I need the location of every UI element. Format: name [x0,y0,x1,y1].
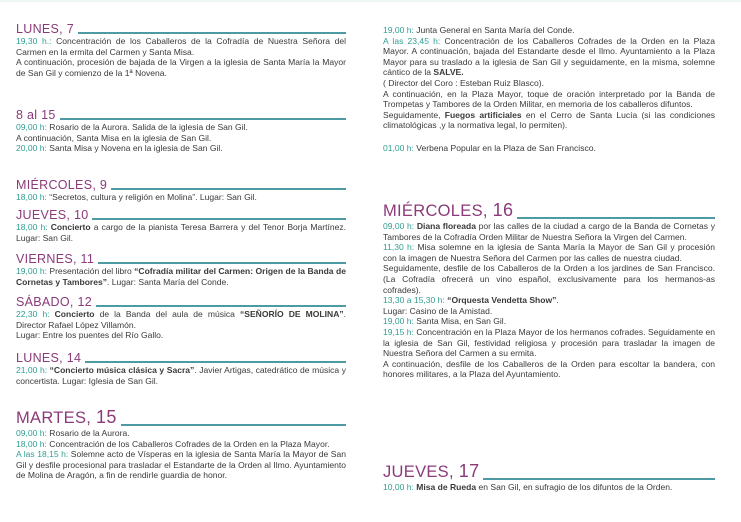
event-line: A las 18,15 h: Solemne acto de Vísperas en la iglesia de Santa María la Mayor de San Gil y desfile procesional para trasladar el Estandarte de la Orden al Ilmo. Ayuntamiento de Molina de Aragón, a fin de rendirle guardia de honor. [16,449,346,481]
heading-rule [60,118,346,120]
section-lunes-14 [16,349,346,386]
section-sabado-12 [16,293,346,341]
section-jueves-17 [383,460,715,493]
event-line: A continuación, desfile de los Caballeros de la Orden para escoltar la bandera, con honores militares, a la Plaza del Ayuntamiento. [383,358,715,380]
heading-rule [517,217,715,219]
event-line: ( Director del Coro : Esteban Ruiz Blasco). [383,77,545,88]
section-8-al-15 [16,106,346,154]
section-heading [16,406,346,428]
event-line: 19,15 h: Concentración en la Plaza Mayor de los hermanos cofrades. Seguidamente en la iglesia de San Gil, festividad religiosa y procesión para trasladar la imagen de Nuestra Señora del Carmen a su ermita. [383,326,715,359]
heading-rule [78,32,346,34]
event-line: A continuación, procesión de bajada de la Virgen a la iglesia de Santa María la Mayor de San Gil y comienzo de la 1ª Novena. [16,57,346,78]
section-heading [16,250,346,266]
heading-text: MIÉRCOLES, 9 [16,178,108,192]
section-miercoles-16 [383,199,715,380]
section-heading [16,106,346,122]
heading-rule [111,188,346,190]
top-edge [0,0,741,2]
section-heading [16,20,346,36]
section-jueves-10 [16,206,346,243]
section-heading [16,176,346,192]
event-line: Lugar: Entre los puentes del Río Gallo. [16,330,164,341]
event-line: 13,30 a 15,30 h: “Orquesta Vendetta Show”. [383,295,559,306]
section-heading [383,460,715,482]
event-line: 09,00 h: Rosario de la Aurora. [16,428,130,438]
event-line: A continuación, en la Plaza Mayor, toque de oración interpretado por la Banda de Trompetas y Tambores de la Orden Militar, en memoria de los caballeros difuntos. [383,88,715,110]
heading-rule [98,262,346,264]
event-line: A continuación, Santa Misa en la iglesia de San Gil. [16,132,212,143]
section-miercoles-9 [16,176,346,203]
heading-text: LUNES, 14 [16,351,82,365]
event-line: Lugar: Casino de la Amistad. [383,305,493,316]
heading-text: LUNES, 7 [16,22,74,36]
heading-text: JUEVES, 17 [383,461,480,481]
section-heading [16,349,346,365]
heading-text: JUEVES, 10 [16,208,89,222]
event-line: 19,00 h: Presentación del libro “Cofradía militar del Carmen: Origen de la Banda de Cornetas y Tambores”. Lugar: Santa María del Conde. [16,266,346,287]
section-continued [383,25,715,154]
section-heading [383,199,715,221]
heading-text: VIERNES, 11 [16,252,95,266]
heading-rule [92,218,346,220]
section-lunes-7 [16,20,346,78]
event-line: Seguidamente, Fuegos artificiales en el Cerro de Santa Lucía (si las condiciones climatológicas ,y la normativa legal, lo permiten). [383,109,715,131]
event-line: 19,30 h.: Concentración de los Caballeros de la Cofradía de Nuestra Señora del Carmen en la ermita del Carmen y Santa Misa. [16,36,346,57]
section-heading [16,293,346,309]
event-line: 21,00 h: “Concierto música clásica y Sacra”. Javier Artigas, catedrático de música y concertista. Lugar: Iglesia de San Gil. [16,365,346,386]
section-viernes-11 [16,250,346,287]
heading-text: MIÉRCOLES, 16 [383,200,514,220]
event-line: 19,00 h: Junta General en Santa María del Conde. [383,25,575,35]
event-line: 11,30 h: Misa solemne en la iglesia de Santa María la Mayor de San Gil y procesión con la imagen de Nuestra Señora del Carmen por las calles de nuestra ciudad. [383,242,715,263]
event-line: 01,00 h: Verbena Popular en la Plaza de San Francisco. [383,142,596,153]
heading-rule [96,305,346,307]
heading-rule [483,478,715,480]
heading-rule [121,424,346,426]
event-line: 18,00 h: Concierto a cargo de la pianista Teresa Barrera y del Tenor Borja Martínez. Lugar: San Gil. [16,222,346,243]
heading-text: MARTES, 15 [16,407,117,427]
heading-text: SÁBADO, 12 [16,295,92,309]
heading-text: 8 al 15 [16,108,56,122]
event-line: Seguidamente, desfile de los Caballeros de la Orden a los jardines de San Francisco. (La Cofradía ofrecerá un vino español, exclusivamente para los hermanos-as cofrades). [383,263,715,295]
event-line: 10,00 h: Misa de Rueda en San Gil, en sufragio de los difuntos de la Orden. [383,482,673,492]
section-martes-15 [16,406,346,481]
event-line: A las 23,45 h: Concentración de los Caballeros Cofrades de la Orden en la Plaza Mayor. A continuación, bajada del Estandarte desde el Ilmo. Ayuntamiento a la Plaza Mayor para su traslado a la iglesia de San Gil y seguidamente, en la misma, solemne cántico de la SALVE. [383,35,716,78]
heading-rule [85,361,346,363]
event-line: 18,00 h: “Secretos, cultura y religión en Molina”. Lugar: San Gil. [16,192,257,202]
event-line: 22,30 h: Concierto de la Banda del aula de música “SEÑORÍO DE MOLINA”. Director Rafael López Villamón. [16,309,347,330]
section-heading [16,206,346,222]
event-line: 09,00 h: Rosario de la Aurora. Salida de la iglesia de San Gil. [16,122,248,132]
event-line: 09,00 h: Diana floreada por las calles de la ciudad a cargo de la Banda de Cornetas y Tambores de la Cofradía Orden Militar de Nuestra Señora la Virgen del Carmen. [383,221,715,242]
event-line: 20,00 h: Santa Misa y Novena en la iglesia de San Gil. [16,143,223,154]
event-line: 18,00 h: Concentración de los Caballeros Cofrades de la Orden en la Plaza Mayor. [16,438,330,449]
event-line: 19,00 h: Santa Misa, en San Gil. [383,316,507,327]
